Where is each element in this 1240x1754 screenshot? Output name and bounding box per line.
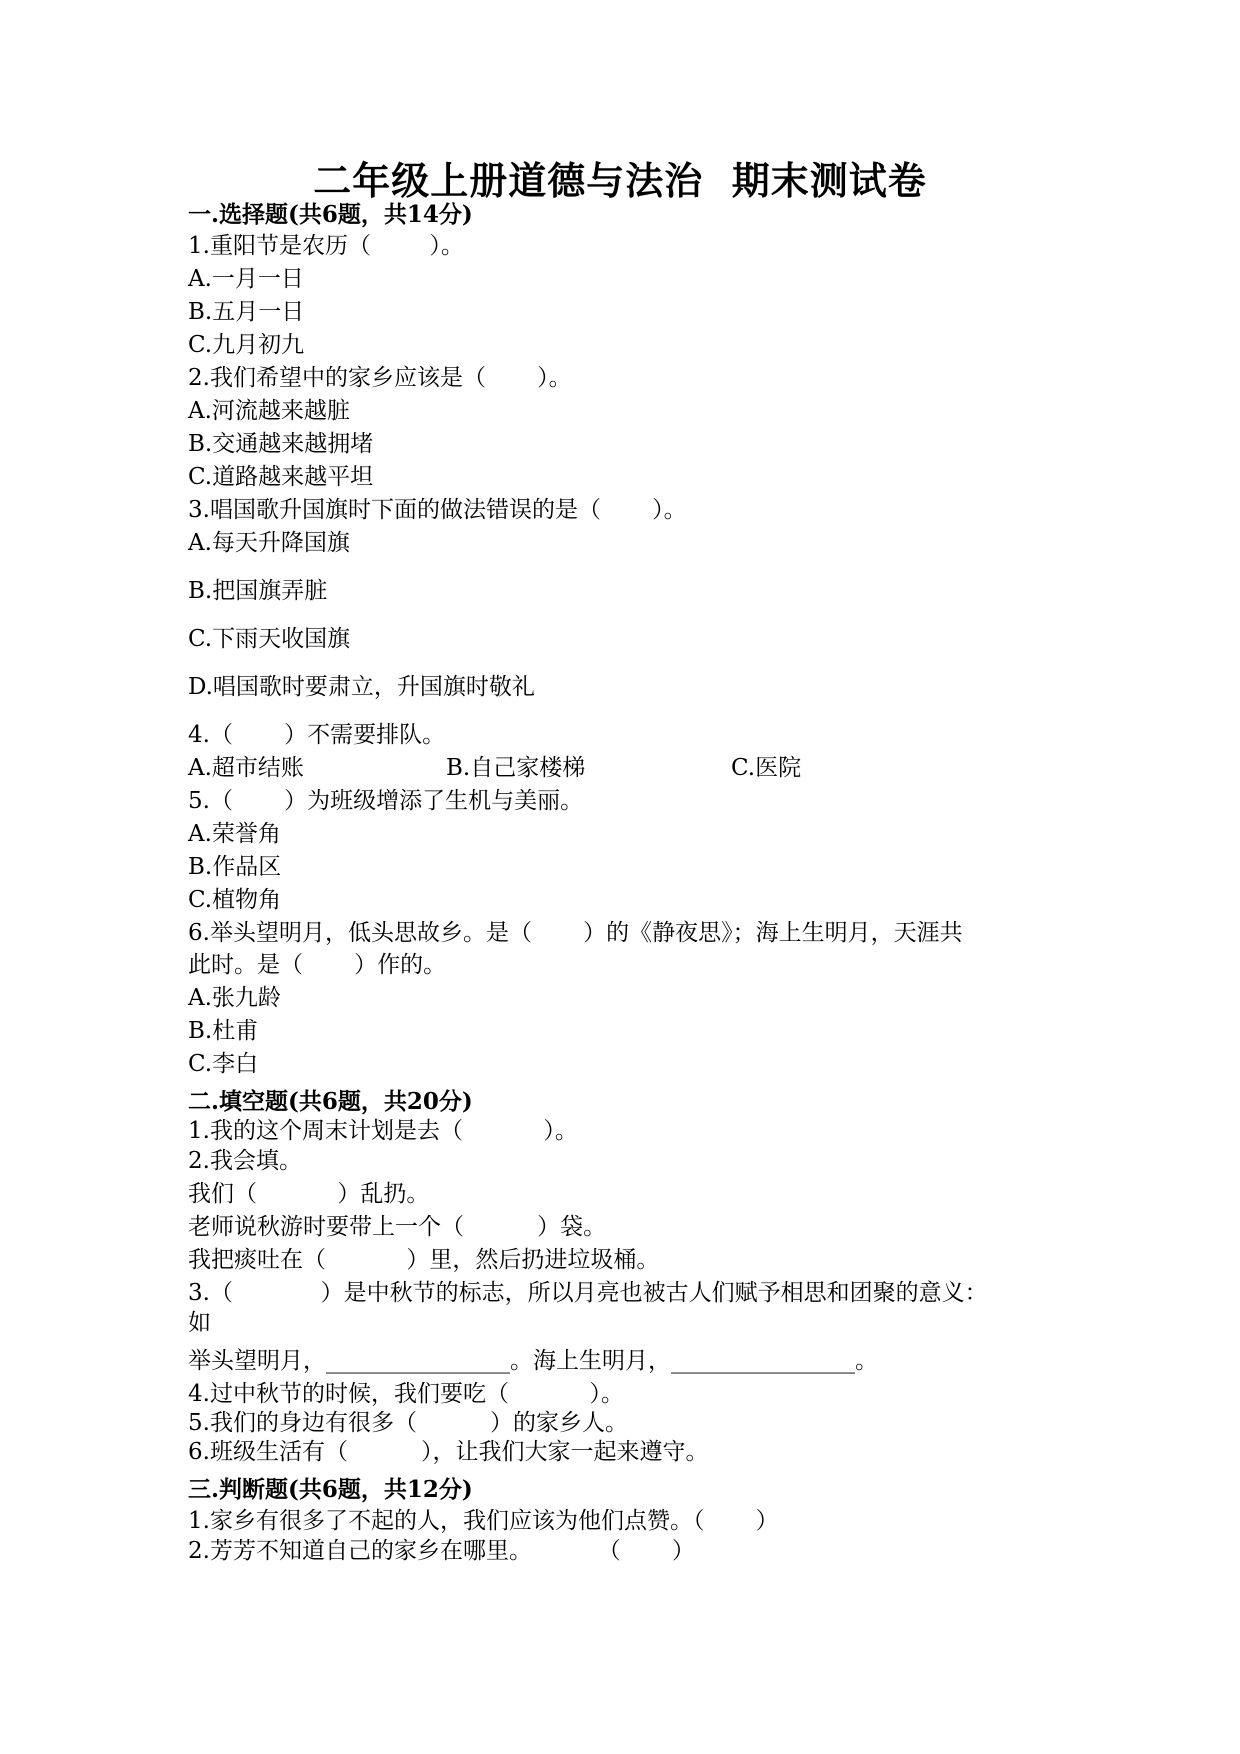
judge-question-2: 2.芳芳不知道自己的家乡在哪里。 （ ）	[188, 1538, 695, 1564]
question-1-option-b: B.五月一日	[188, 299, 305, 325]
question-5-stem: 5.（ ）为班级增添了生机与美丽。	[188, 788, 584, 814]
fill-question-6: 6.班级生活有（ ），让我们大家一起来遵守。	[188, 1439, 709, 1465]
fill-question-3-line-1: 3.（ ）是中秋节的标志，所以月亮也被古人们赋予相思和团聚的意义：	[188, 1280, 988, 1306]
fill-question-4: 4.过中秋节的时候，我们要吃（ ）。	[188, 1381, 624, 1407]
fill-question-2-line-3: 我把痰吐在（ ）里，然后扔进垃圾桶。	[188, 1247, 660, 1273]
question-4-option-c: C.医院	[731, 755, 802, 781]
question-6-stem-line-2: 此时。是（ ）作的。	[188, 952, 447, 978]
question-4-option-a: A.超市结账	[188, 755, 304, 781]
question-5-option-b: B.作品区	[188, 854, 282, 880]
page-title: 二年级上册道德与法治 期末测试卷	[313, 158, 927, 203]
question-5-option-c: C.植物角	[188, 887, 282, 913]
question-2-option-c: C.道路越来越平坦	[188, 464, 374, 490]
question-3-option-b: B.把国旗弄脏	[188, 578, 328, 604]
fill-question-2-line-1: 我们（ ）乱扔。	[188, 1181, 430, 1207]
question-3-option-d: D.唱国歌时要肃立，升国旗时敬礼	[188, 674, 535, 700]
fill-question-3-line-2: 如	[188, 1310, 211, 1336]
question-3-stem: 3.唱国歌升国旗时下面的做法错误的是（ ）。	[188, 497, 687, 523]
question-6-option-c: C.李白	[188, 1051, 259, 1077]
fill-question-1: 1.我的这个周末计划是去（ ）。	[188, 1118, 578, 1144]
question-6-option-b: B.杜甫	[188, 1018, 259, 1044]
section-heading-fill-in: 二.填空题(共6题，共20分)	[188, 1088, 473, 1115]
question-6-stem-line-1: 6.举头望明月，低头思故乡。是（ ）的《静夜思》；海上生明月，天涯共	[188, 920, 963, 946]
question-2-option-b: B.交通越来越拥堵	[188, 431, 374, 457]
section-heading-choice: 一.选择题(共6题，共14分)	[188, 201, 473, 228]
question-1-stem: 1.重阳节是农历（ ）。	[188, 233, 464, 259]
question-4-option-b: B.自己家楼梯	[446, 755, 586, 781]
question-3-option-c: C.下雨天收国旗	[188, 626, 351, 652]
question-4-stem: 4.（ ）不需要排队。	[188, 722, 446, 748]
question-6-option-a: A.张九龄	[188, 985, 281, 1011]
question-5-option-a: A.荣誉角	[188, 821, 281, 847]
fill-question-2-stem: 2.我会填。	[188, 1148, 302, 1174]
judge-question-1: 1.家乡有很多了不起的人，我们应该为他们点赞。（ ）	[188, 1508, 779, 1534]
question-2-stem: 2.我们希望中的家乡应该是（ ）。	[188, 365, 572, 391]
question-1-option-a: A.一月一日	[188, 266, 304, 292]
fill-question-2-line-2: 老师说秋游时要带上一个（ ）袋。	[188, 1214, 607, 1240]
question-3-option-a: A.每天升降国旗	[188, 530, 350, 556]
fill-question-3-line-3: 举头望明月，________________。海上生明月，________________。	[188, 1348, 878, 1374]
section-heading-true-false: 三.判断题(共6题，共12分)	[188, 1476, 473, 1503]
question-2-option-a: A.河流越来越脏	[188, 398, 350, 424]
fill-question-5: 5.我们的身边有很多（ ）的家乡人。	[188, 1410, 629, 1436]
question-1-option-c: C.九月初九	[188, 332, 305, 358]
